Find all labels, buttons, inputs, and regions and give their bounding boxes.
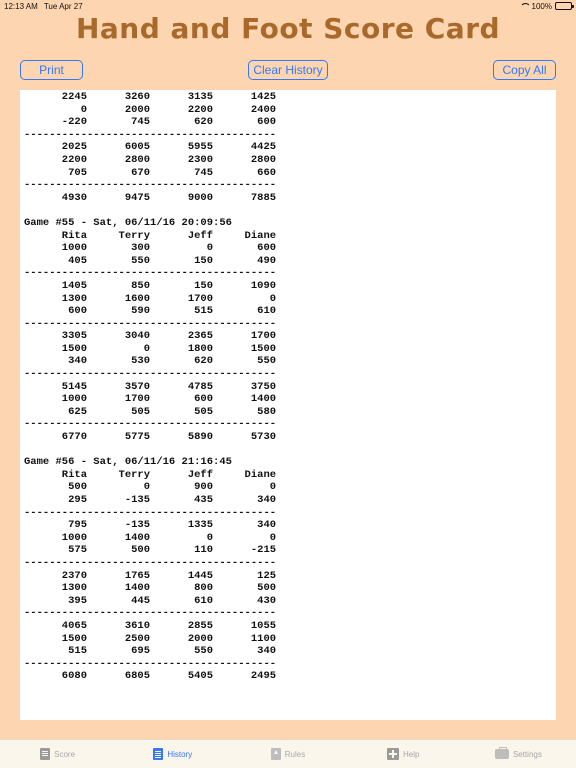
- history-line: [24, 444, 556, 457]
- history-line: 3305 3040 2365 1700: [24, 330, 277, 343]
- history-line: 2200 2800 2300 2800: [24, 153, 277, 166]
- history-line: ----------------------------------------: [24, 267, 277, 280]
- status-bar: [0, 0, 576, 12]
- history-line: 6770 5775 5890 5730: [24, 431, 277, 444]
- tab-score-label: Score: [54, 749, 76, 759]
- history-line: 5145 3570 4785 3750: [24, 380, 277, 393]
- status-time: 12:13 AM: [4, 1, 38, 11]
- tab-score[interactable]: [0, 740, 115, 768]
- tab-settings-label: Settings: [512, 749, 542, 759]
- history-line: 515 695 550 340: [24, 645, 277, 658]
- tab-rules-label: Rules: [284, 749, 306, 759]
- rules-book-icon: [271, 748, 281, 760]
- settings-toolbox-icon: [495, 749, 509, 759]
- history-line: 705 670 745 660: [24, 166, 277, 179]
- tab-history[interactable]: [115, 740, 230, 768]
- history-line: Game #55 - Sat, 06/11/16 20:09:56: [24, 216, 232, 229]
- history-log: [20, 91, 556, 683]
- history-line: 1300 1400 800 500: [24, 582, 277, 595]
- history-line: Rita Terry Jeff Diane: [24, 229, 277, 242]
- history-line: ----------------------------------------: [24, 506, 277, 519]
- history-line: 395 445 610 430: [24, 594, 277, 607]
- tab-history-label: History: [167, 749, 193, 759]
- history-line: 795 -135 1335 340: [24, 519, 277, 532]
- history-line: 625 505 505 580: [24, 405, 277, 418]
- history-line: ----------------------------------------: [24, 368, 277, 381]
- history-line: 1405 850 150 1090: [24, 279, 277, 292]
- history-line: 1500 0 1800 1500: [24, 342, 277, 355]
- wifi-icon: [520, 3, 529, 10]
- history-text-view[interactable]: [20, 90, 556, 720]
- battery-icon: [555, 2, 572, 10]
- history-line: 2025 6005 5955 4425: [24, 141, 277, 154]
- app-title: Hand and Foot Score Card: [75, 12, 501, 45]
- history-list-icon: [153, 748, 163, 760]
- history-line: 1000 300 0 600: [24, 242, 277, 255]
- status-right: [520, 2, 572, 11]
- history-line: 2370 1765 1445 125: [24, 569, 277, 582]
- tab-settings[interactable]: [461, 740, 576, 768]
- history-line: ----------------------------------------: [24, 317, 277, 330]
- clear-history-button[interactable]: Clear History: [248, 60, 328, 80]
- history-line: ----------------------------------------: [24, 657, 277, 670]
- tab-bar: [0, 739, 576, 768]
- history-line: 4065 3610 2855 1055: [24, 619, 277, 632]
- history-line: 6080 6805 5405 2495: [24, 670, 277, 683]
- history-line: 575 500 110 -215: [24, 544, 277, 557]
- history-line: ----------------------------------------: [24, 418, 277, 431]
- history-line: 1300 1600 1700 0: [24, 292, 277, 305]
- scorecard-icon: [40, 748, 50, 760]
- tab-help-label: Help: [402, 749, 420, 759]
- status-date: Tue Apr 27: [43, 1, 83, 11]
- battery-percent: 100%: [531, 1, 552, 11]
- history-line: 405 550 150 490: [24, 254, 277, 267]
- copy-all-button[interactable]: Copy All: [493, 60, 556, 80]
- history-line: 500 0 900 0: [24, 481, 277, 494]
- history-line: Rita Terry Jeff Diane: [24, 468, 277, 481]
- tab-help[interactable]: [346, 740, 461, 768]
- history-line: 2245 3260 3135 1425: [24, 91, 277, 103]
- history-line: ----------------------------------------: [24, 128, 277, 141]
- print-button[interactable]: Print: [20, 60, 83, 80]
- history-line: Game #56 - Sat, 06/11/16 21:16:45: [24, 456, 232, 469]
- history-line: ----------------------------------------: [24, 179, 277, 192]
- history-line: 1500 2500 2000 1100: [24, 632, 277, 645]
- history-line: 1000 1700 600 1400: [24, 393, 277, 406]
- history-line: -220 745 620 600: [24, 116, 277, 129]
- help-plus-icon: [387, 748, 399, 760]
- history-line: 340 530 620 550: [24, 355, 277, 368]
- history-line: 4930 9475 9000 7885: [24, 191, 277, 204]
- history-line: 600 590 515 610: [24, 305, 277, 318]
- status-left: [4, 2, 83, 11]
- history-line: 0 2000 2200 2400: [24, 103, 277, 116]
- history-line: 1000 1400 0 0: [24, 531, 277, 544]
- history-line: 295 -135 435 340: [24, 494, 277, 506]
- history-line: [24, 204, 556, 217]
- tab-rules[interactable]: [230, 740, 345, 768]
- history-line: ----------------------------------------: [24, 556, 277, 569]
- history-line: ----------------------------------------: [24, 607, 277, 620]
